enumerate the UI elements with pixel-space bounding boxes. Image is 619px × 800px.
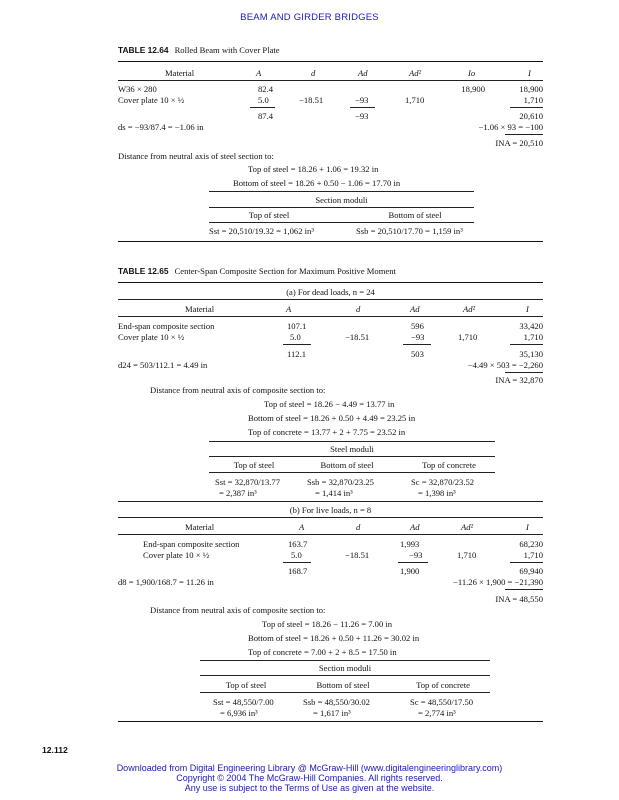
sum-rule	[283, 562, 311, 563]
section-moduli-heading: Section moduli	[315, 195, 368, 205]
col-header-i: I	[526, 522, 529, 532]
col-header-a: A	[286, 304, 292, 314]
distance-heading: Distance from neutral axis of composite section to:	[150, 605, 326, 615]
table-rule	[118, 282, 543, 283]
cell-material: Cover plate 10 × ½	[118, 95, 185, 105]
moduli-value-top-steel: Sst = 48,550/7.00	[213, 697, 274, 707]
distance-top-steel: Top of steel = 18.26 − 11.26 = 7.00 in	[262, 619, 393, 629]
cell-a: 5.0	[258, 95, 269, 105]
col-header-d: d	[356, 522, 361, 532]
cell-i: 68,230	[519, 539, 543, 549]
col-header-material: Material	[165, 68, 195, 78]
table-rule	[118, 501, 543, 502]
sum-rule	[350, 107, 375, 108]
table-rule	[209, 222, 474, 223]
col-header-material: Material	[185, 522, 215, 532]
table-rule	[200, 692, 490, 693]
moduli-value-top: Sst = 20,510/19.32 = 1,062 in³	[209, 226, 314, 236]
moduli-value-bottom: Ssb = 20,510/17.70 = 1,159 in³	[356, 226, 463, 236]
moment-of-inertia-na: INA = 48,550	[495, 594, 543, 604]
col-header-d: d	[356, 304, 361, 314]
cell-ad2: 1,710	[405, 95, 425, 105]
moduli-header-top-steel: Top of steel	[225, 680, 267, 690]
cell-io: 18,900	[461, 84, 485, 94]
cell-i: 69,940	[519, 566, 543, 576]
moduli-header-bottom: Bottom of steel	[388, 210, 442, 220]
cell-a: 82.4	[258, 84, 274, 94]
distance-heading: Distance from neutral axis of steel section to:	[118, 151, 274, 161]
footer-link[interactable]: Downloaded from Digital Engineering Library @ McGraw-Hill (www.digitalengineeringlibrary.com)	[116, 763, 503, 773]
running-header: BEAM AND GIRDER BRIDGES	[240, 12, 379, 23]
sum-rule	[510, 107, 543, 108]
cell-i: 35,130	[519, 349, 543, 359]
col-header-ad: Ad	[358, 68, 368, 78]
cell-d: −18.51	[299, 95, 324, 105]
cell-i: 20,610	[519, 111, 543, 121]
distance-top-concrete: Top of concrete = 7.00 + 2 + 8.5 = 17.50 in	[248, 647, 397, 657]
cell-a: 163.7	[288, 539, 308, 549]
table-rule	[209, 472, 495, 473]
col-header-i: I	[528, 68, 531, 78]
moduli-header-bottom-steel: Bottom of steel	[320, 460, 374, 470]
cell-a: 168.7	[288, 566, 308, 576]
table-rule	[118, 61, 543, 62]
table-rule	[118, 534, 543, 535]
footer-download-line	[0, 763, 619, 774]
moduli-header-top-concrete: Top of concrete	[416, 680, 470, 690]
col-header-a: A	[299, 522, 305, 532]
table-rule	[118, 80, 543, 81]
cell-a: 107.1	[287, 321, 307, 331]
table-rule	[118, 721, 543, 722]
moduli-result-top-steel: = 2,387 in³	[219, 488, 257, 498]
part-a-title: (a) For dead loads, n = 24	[286, 287, 375, 297]
cell-a: 5.0	[290, 332, 301, 342]
cell-ad: −93	[409, 550, 423, 560]
footer-copyright: Copyright © 2004 The McGraw-Hill Companies. All rights reserved.	[176, 773, 443, 783]
correction-term: −11.26 × 1,900 = −21,390	[453, 577, 543, 587]
cell-material: Cover plate 10 × ½	[118, 332, 185, 342]
table-rule	[200, 660, 490, 661]
cell-i: 33,420	[519, 321, 543, 331]
distance-bottom-steel: Bottom of steel = 18.26 + 0.50 + 11.26 = 30.02 in	[248, 633, 420, 643]
cell-ad: 1,900	[400, 566, 420, 576]
distance-top-steel: Top of steel = 18.26 − 4.49 = 13.77 in	[264, 399, 395, 409]
col-header-d: d	[311, 68, 316, 78]
sum-rule	[505, 134, 543, 135]
distance-bottom-steel: Bottom of steel = 18.26 + 0.50 − 1.06 = 17.70 in	[233, 178, 401, 188]
cell-i: 1,710	[523, 95, 543, 105]
table-rule	[209, 456, 495, 457]
table-rule	[118, 299, 543, 300]
col-header-ad2: Ad²	[409, 68, 422, 78]
distance-heading: Distance from neutral axis of composite section to:	[150, 385, 326, 395]
sum-rule	[398, 562, 428, 563]
sum-rule	[250, 107, 275, 108]
cell-d: −18.51	[345, 332, 370, 342]
cell-i: 1,710	[523, 332, 543, 342]
moduli-result-bottom-steel: = 1,617 in³	[313, 708, 351, 718]
cell-ad: −93	[355, 95, 369, 105]
moduli-header-top-steel: Top of steel	[233, 460, 275, 470]
table-label: TABLE 12.64	[118, 45, 169, 55]
table-rule	[118, 316, 543, 317]
cell-ad: 1,993	[400, 539, 420, 549]
cell-material: End-span composite section	[118, 321, 215, 331]
sum-rule	[283, 344, 311, 345]
moduli-result-top-concrete: = 2,774 in³	[418, 708, 456, 718]
table-rule	[118, 241, 543, 242]
cell-i: 1,710	[523, 550, 543, 560]
table-rule	[209, 207, 474, 208]
table-rule	[200, 675, 490, 676]
sum-rule	[403, 344, 431, 345]
table-label: TABLE 12.65	[118, 266, 169, 276]
cell-i: 18,900	[519, 84, 543, 94]
col-header-ad2: Ad²	[463, 304, 476, 314]
distance-bottom-steel: Bottom of steel = 18.26 + 0.50 + 4.49 = 23.25 in	[248, 413, 416, 423]
cell-material: W36 × 280	[118, 84, 157, 94]
cell-ad2: 1,710	[458, 332, 478, 342]
moduli-result-top-steel: = 6,936 in³	[220, 708, 258, 718]
moduli-value-bottom-steel: Ssb = 32,870/23.25	[307, 477, 374, 487]
neutral-axis-offset: d8 = 1,900/168.7 = 11.26 in	[118, 577, 214, 587]
moduli-header-bottom-steel: Bottom of steel	[316, 680, 370, 690]
col-header-a: A	[256, 68, 262, 78]
col-header-ad2: Ad²	[461, 522, 474, 532]
table-title: Center-Span Composite Section for Maximum Positive Moment	[174, 266, 396, 276]
sum-rule	[510, 562, 543, 563]
moduli-value-top-concrete: Sc = 48,550/17.50	[410, 697, 474, 707]
sum-rule	[510, 344, 543, 345]
part-b-title: (b) For live loads, n = 8	[289, 505, 372, 515]
table-12-65-caption	[118, 266, 396, 276]
table-title: Rolled Beam with Cover Plate	[174, 45, 280, 55]
moduli-value-bottom-steel: Ssb = 48,550/30.02	[303, 697, 370, 707]
cell-ad: −93	[355, 111, 369, 121]
col-header-ad: Ad	[410, 304, 420, 314]
cell-ad: −93	[411, 332, 425, 342]
section-moduli-heading: Section moduli	[318, 663, 372, 673]
cell-material: Cover plate 10 × ½	[143, 550, 210, 560]
table-rule	[209, 191, 474, 192]
cell-d: −18.51	[345, 550, 370, 560]
steel-moduli-heading: Steel moduli	[330, 444, 374, 454]
distance-top-steel: Top of steel = 18.26 + 1.06 = 19.32 in	[248, 164, 379, 174]
col-header-io: Io	[468, 68, 476, 78]
cell-ad: 596	[411, 321, 424, 331]
moduli-value-top-steel: Sst = 32,870/13.77	[215, 477, 281, 487]
footer-terms: Any use is subject to the Terms of Use as given at the website.	[184, 783, 435, 793]
cell-ad: 503	[411, 349, 424, 359]
neutral-axis-offset: ds = −93/87.4 = −1.06 in	[118, 122, 204, 132]
table-12-64-caption	[118, 45, 280, 55]
moduli-header-top-concrete: Top of concrete	[422, 460, 476, 470]
moduli-result-top-concrete: = 1,398 in³	[418, 488, 456, 498]
cell-a: 112.1	[287, 349, 307, 359]
table-rule	[118, 517, 543, 518]
cell-ad2: 1,710	[457, 550, 477, 560]
cell-material: End-span composite section	[143, 539, 240, 549]
sum-rule	[505, 589, 543, 590]
moment-of-inertia-na: INA = 20,510	[495, 138, 543, 148]
sum-rule	[505, 372, 543, 373]
correction-term: −4.49 × 503 = −2,260	[467, 360, 543, 370]
moduli-value-top-concrete: Sc = 32,870/23.52	[411, 477, 475, 487]
table-rule	[209, 441, 495, 442]
page-number: 12.112	[42, 745, 68, 755]
distance-top-concrete: Top of concrete = 13.77 + 2 + 7.75 = 23.52 in	[248, 427, 406, 437]
cell-a: 5.0	[291, 550, 302, 560]
neutral-axis-offset: d24 = 503/112.1 = 4.49 in	[118, 360, 208, 370]
moduli-header-top: Top of steel	[248, 210, 290, 220]
moment-of-inertia-na: INA = 32,870	[495, 375, 543, 385]
cell-a: 87.4	[258, 111, 274, 121]
correction-term: −1.06 × 93 = −100	[478, 122, 543, 132]
moduli-result-bottom-steel: = 1,414 in³	[315, 488, 353, 498]
col-header-ad: Ad	[410, 522, 420, 532]
col-header-material: Material	[185, 304, 215, 314]
col-header-i: I	[526, 304, 529, 314]
